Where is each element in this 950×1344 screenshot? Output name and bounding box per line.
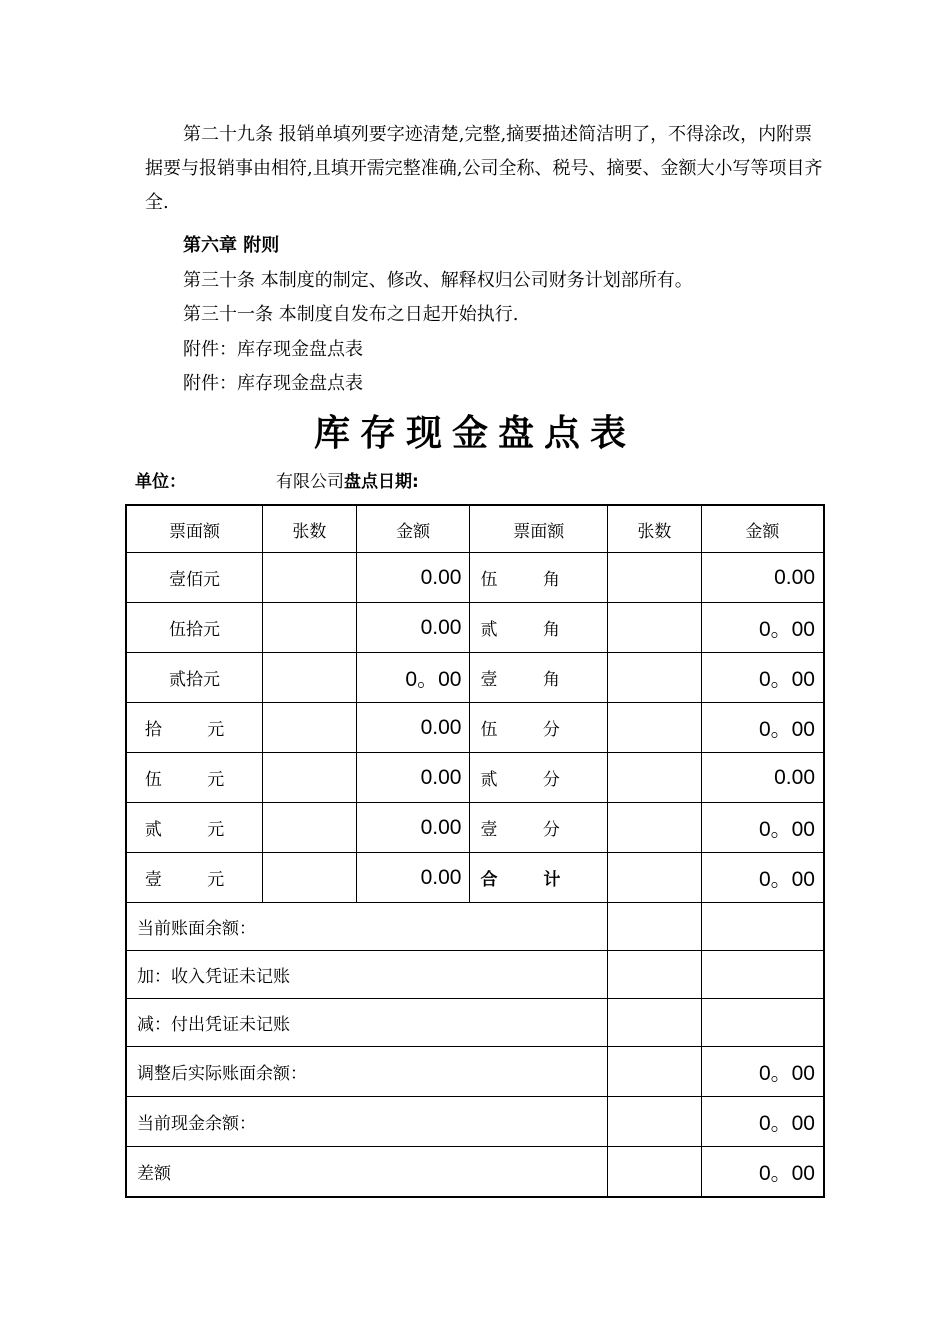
attachment-note: 附件：库存现金盘点表: [183, 339, 363, 360]
count-cell-2[interactable]: [608, 703, 702, 753]
denomination-cell-2: 伍 分: [470, 703, 608, 753]
summary-value[interactable]: 0。00: [701, 1097, 824, 1147]
summary-label: 加：收入凭证未记账: [126, 951, 608, 999]
count-cell-2[interactable]: [608, 553, 702, 603]
header-denomination: 票面额: [126, 505, 263, 553]
unit-label: 单位：: [135, 472, 186, 492]
summary-row: [126, 1147, 824, 1198]
count-cell[interactable]: [263, 853, 357, 903]
company-name: 有限公司: [276, 472, 344, 492]
count-cell-2[interactable]: [608, 603, 702, 653]
paragraph-article-31: 第三十一条 本制度自发布之日起开始执行.: [183, 304, 519, 325]
amount-cell[interactable]: 0.00: [356, 853, 470, 903]
denomination-cell-2: 壹 角: [470, 653, 608, 703]
summary-label: 当前账面余额：: [126, 903, 608, 951]
chapter-heading: 第六章 附则: [183, 235, 280, 256]
paragraph-article-30: 第三十条 本制度的制定、修改、解释权归公司财务计划部所有。: [183, 270, 693, 291]
count-cell-2[interactable]: [608, 753, 702, 803]
summary-mid-cell[interactable]: [608, 1097, 702, 1147]
form-header-row: [135, 467, 419, 492]
table-row: [126, 853, 824, 903]
summary-row: [126, 951, 824, 999]
summary-mid-cell[interactable]: [608, 903, 702, 951]
amount-cell[interactable]: 0。00: [356, 653, 470, 703]
summary-value[interactable]: [701, 951, 824, 999]
amount-cell-2[interactable]: 0.00: [701, 753, 824, 803]
summary-label: 调整后实际账面余额：: [126, 1047, 608, 1097]
paragraph-article-29: 第二十九条 报销单填列要字迹清楚,完整,摘要描述简洁明了，不得涂改，内附票据要与报销事由相符,且填开需完整准确,公司全称、税号、摘要、金额大小写等项目齐全.: [145, 124, 823, 213]
date-label: 盘点日期:: [344, 472, 419, 492]
table-row: [126, 753, 824, 803]
denomination-cell: 拾 元: [126, 703, 263, 753]
summary-label: 减：付出凭证未记账: [126, 999, 608, 1047]
table-header-row: [126, 505, 824, 553]
attachment-note-repeat: 附件：库存现金盘点表: [183, 373, 363, 394]
table-row: [126, 603, 824, 653]
summary-label: 当前现金余额：: [126, 1097, 608, 1147]
count-cell[interactable]: [263, 553, 357, 603]
amount-cell[interactable]: 0.00: [356, 703, 470, 753]
amount-cell[interactable]: 0.00: [356, 753, 470, 803]
denomination-cell-2: 贰 角: [470, 603, 608, 653]
count-cell[interactable]: [263, 753, 357, 803]
total-label-cell: 合 计: [470, 853, 608, 903]
amount-cell-2[interactable]: 0。00: [701, 653, 824, 703]
count-cell-2[interactable]: [608, 803, 702, 853]
summary-value[interactable]: 0。00: [701, 1147, 824, 1198]
summary-row: [126, 1097, 824, 1147]
count-cell-2[interactable]: [608, 653, 702, 703]
denomination-cell-2: 伍 角: [470, 553, 608, 603]
denomination-cell: 伍 元: [126, 753, 263, 803]
summary-label: 差额: [126, 1147, 608, 1198]
header-count: 张数: [263, 505, 357, 553]
count-cell[interactable]: [263, 603, 357, 653]
summary-value[interactable]: [701, 999, 824, 1047]
header-denomination-2: 票面额: [470, 505, 608, 553]
summary-mid-cell[interactable]: [608, 1147, 702, 1198]
table-row: [126, 653, 824, 703]
denomination-cell: 贰 元: [126, 803, 263, 853]
summary-row: [126, 1047, 824, 1097]
summary-mid-cell[interactable]: [608, 999, 702, 1047]
amount-cell[interactable]: 0.00: [356, 803, 470, 853]
header-amount-2: 金额: [701, 505, 824, 553]
summary-mid-cell[interactable]: [608, 951, 702, 999]
amount-cell[interactable]: 0.00: [356, 603, 470, 653]
amount-cell-2[interactable]: 0.00: [701, 553, 824, 603]
summary-row: [126, 999, 824, 1047]
denomination-cell-2: 贰 分: [470, 753, 608, 803]
table-row: [126, 553, 824, 603]
summary-value[interactable]: 0。00: [701, 1047, 824, 1097]
header-count-2: 张数: [608, 505, 702, 553]
cash-count-table: [125, 504, 825, 1198]
denomination-cell-2: 壹 分: [470, 803, 608, 853]
header-amount: 金额: [356, 505, 470, 553]
table-row: [126, 703, 824, 753]
total-amount-cell[interactable]: 0。00: [701, 853, 824, 903]
count-cell-2[interactable]: [608, 853, 702, 903]
denomination-cell: 壹佰元: [126, 553, 263, 603]
denomination-cell: 壹 元: [126, 853, 263, 903]
denomination-cell: 伍拾元: [126, 603, 263, 653]
amount-cell-2[interactable]: 0。00: [701, 603, 824, 653]
amount-cell[interactable]: 0.00: [356, 553, 470, 603]
count-cell[interactable]: [263, 803, 357, 853]
denomination-cell: 贰拾元: [126, 653, 263, 703]
count-cell[interactable]: [263, 703, 357, 753]
table-row: [126, 803, 824, 853]
count-cell[interactable]: [263, 653, 357, 703]
summary-row: [126, 903, 824, 951]
summary-mid-cell[interactable]: [608, 1047, 702, 1097]
form-title: 库存现金盘点表: [313, 413, 636, 454]
amount-cell-2[interactable]: 0。00: [701, 803, 824, 853]
summary-value[interactable]: [701, 903, 824, 951]
amount-cell-2[interactable]: 0。00: [701, 703, 824, 753]
